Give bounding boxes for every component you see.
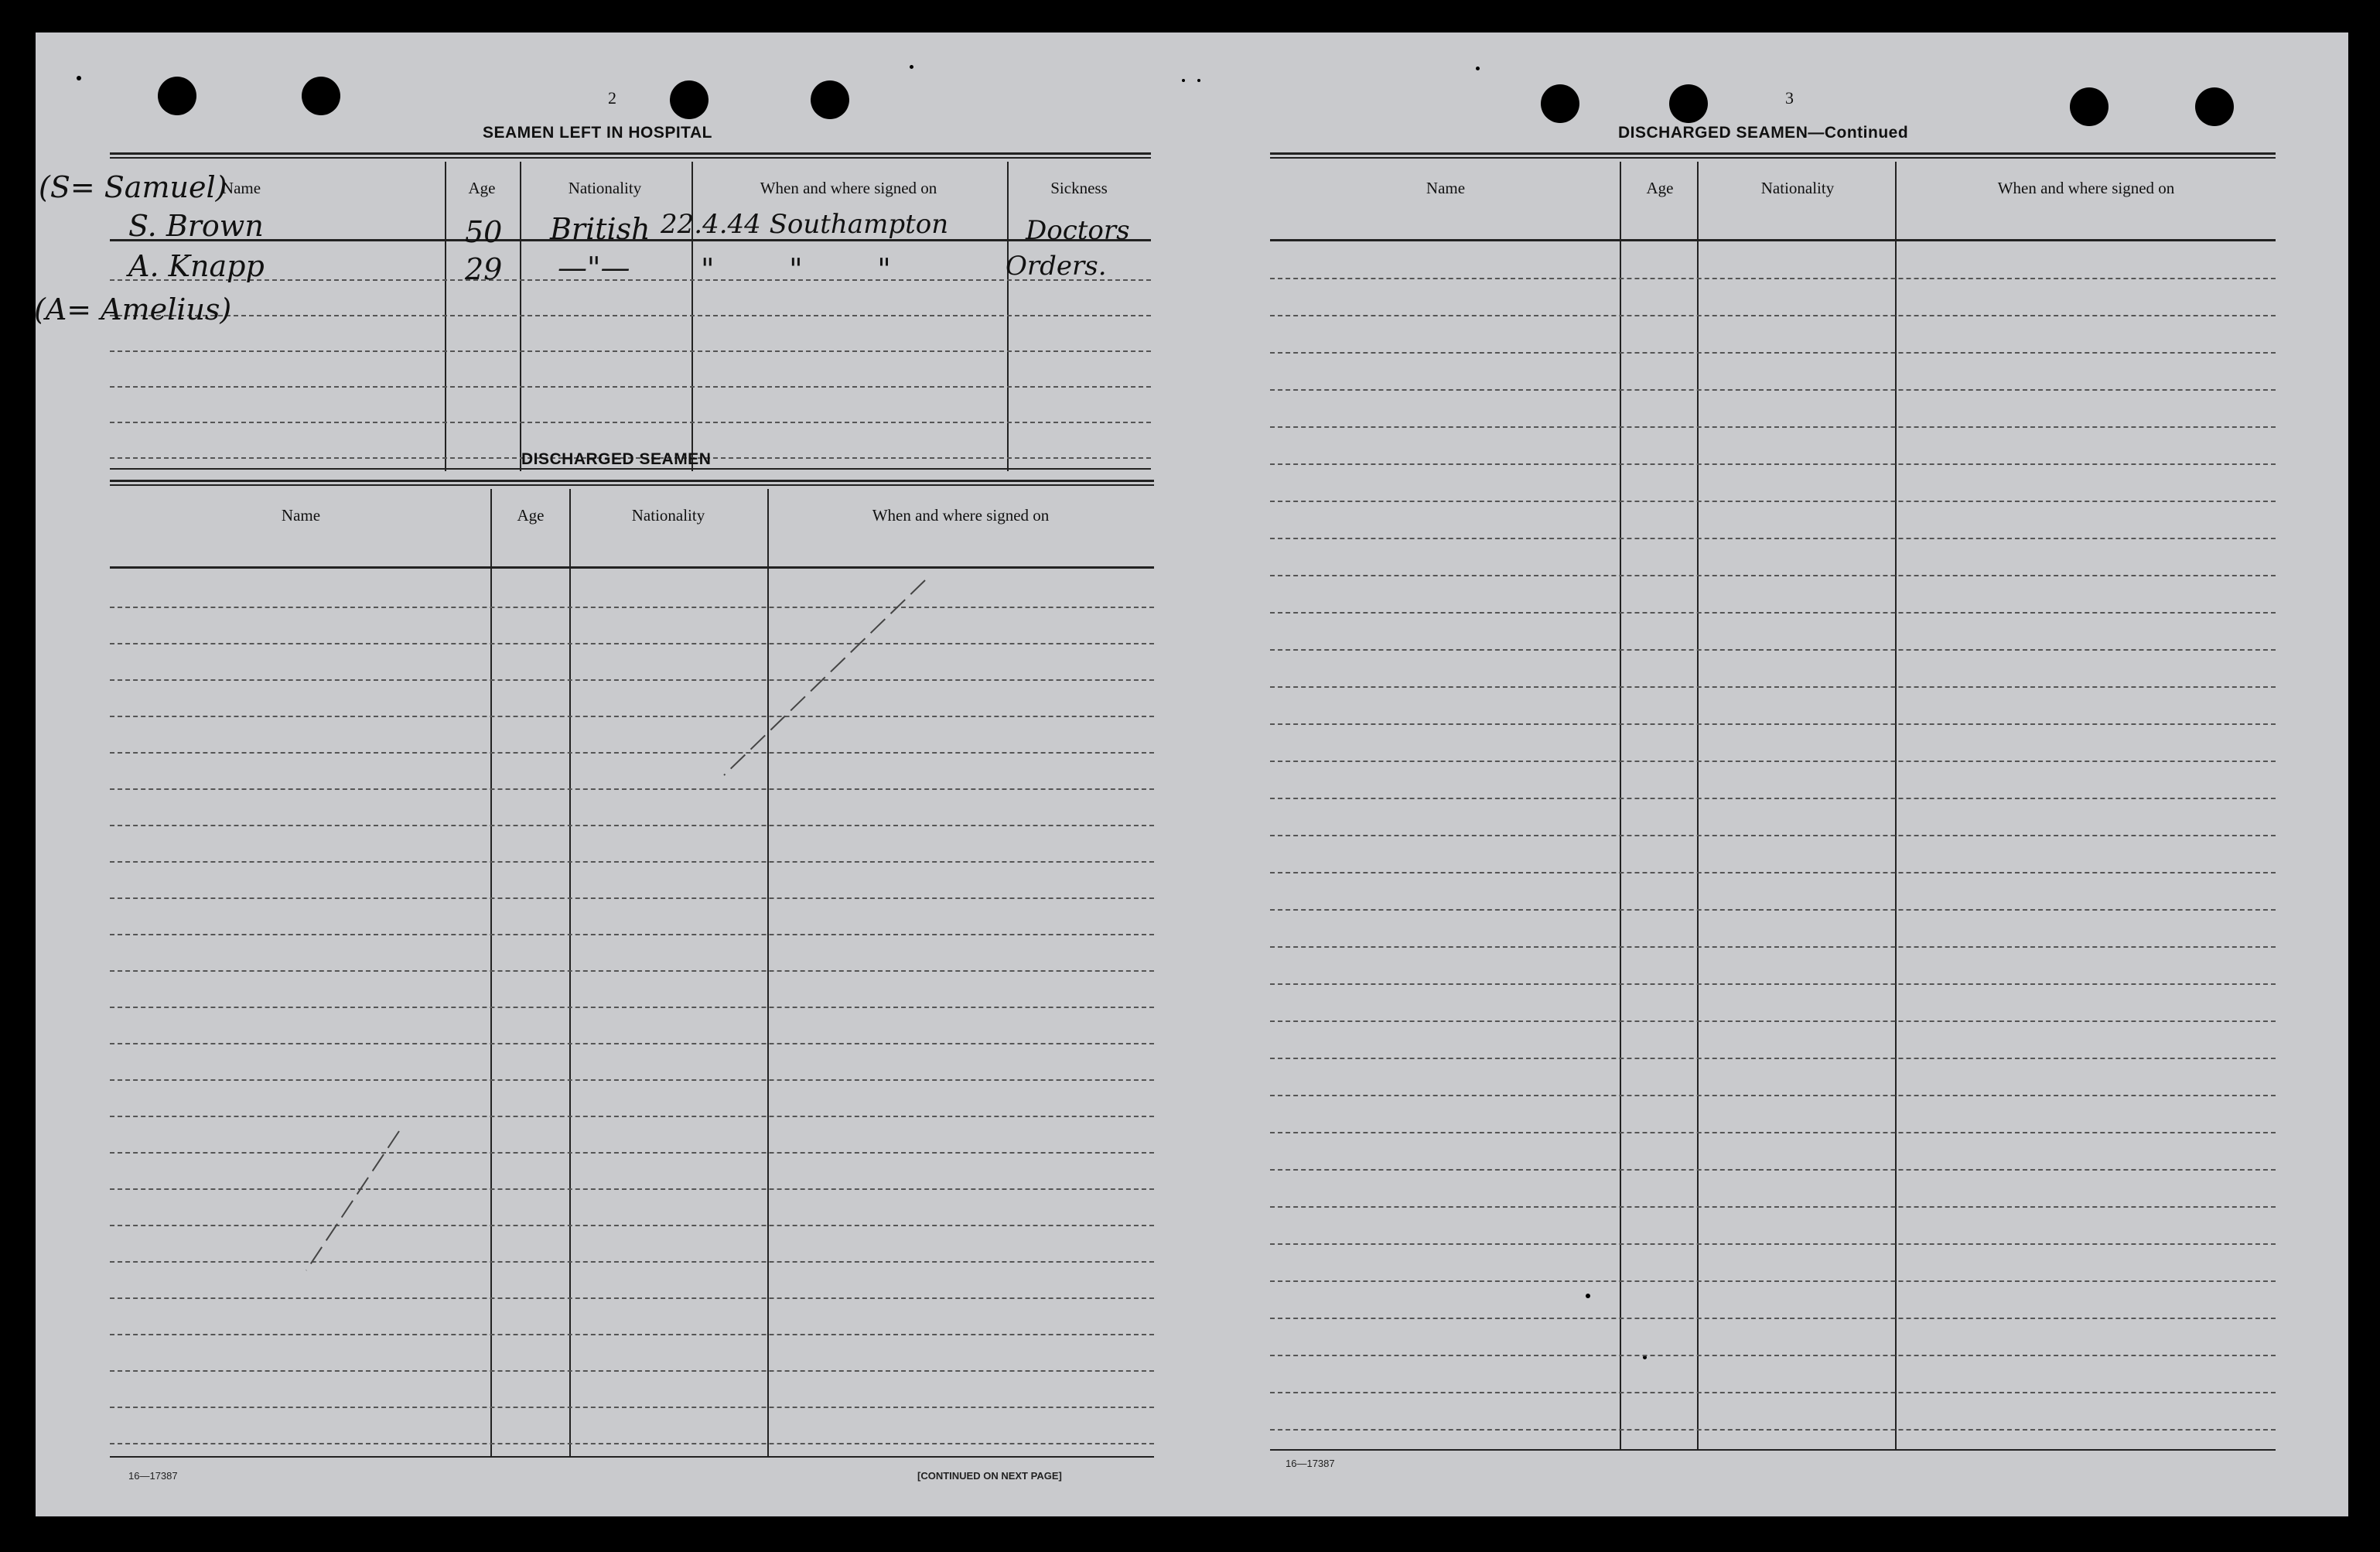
punch-hole	[1541, 84, 1579, 123]
hospital-section-title: SEAMEN LEFT IN HOSPITAL	[483, 124, 712, 142]
ruled-row	[1270, 761, 2276, 762]
entry-sickness-1: Doctors	[1026, 215, 1130, 246]
entry-name-1: S. Brown	[128, 209, 264, 243]
form-number-right: 16—17387	[1286, 1458, 1335, 1469]
ruled-row	[1270, 1206, 2276, 1208]
punch-hole	[2195, 87, 2234, 126]
page-number-right: 3	[1785, 88, 1794, 108]
ruled-row	[1270, 538, 2276, 539]
ruled-row	[1270, 1020, 2276, 1022]
punch-hole	[1669, 84, 1708, 123]
ruled-row	[1270, 1429, 2276, 1431]
ruled-row	[1270, 798, 2276, 799]
punch-hole	[2070, 87, 2109, 126]
ruled-row	[1270, 1243, 2276, 1245]
ruled-row	[1270, 1392, 2276, 1393]
col-header-sickness: Sickness	[1050, 179, 1108, 197]
ruled-row	[1270, 1355, 2276, 1356]
speck	[1197, 79, 1200, 82]
ruled-row	[1270, 1318, 2276, 1319]
margin-note-samuel: (S= Samuel)	[39, 170, 227, 204]
ruled-row	[1270, 723, 2276, 725]
ruled-row	[1270, 983, 2276, 985]
col-header-nationality: Nationality	[631, 506, 705, 525]
entry-name-2: A. Knapp	[128, 249, 265, 283]
stray-mark	[36, 32, 1196, 1502]
entry-sickness-2: Orders.	[1006, 251, 1107, 282]
col-header-signed-on: When and where signed on	[1997, 179, 2175, 197]
ruled-row	[1270, 501, 2276, 502]
ruled-row	[1270, 575, 2276, 576]
ruled-row	[1270, 463, 2276, 465]
ruled-row	[1270, 909, 2276, 911]
col-header-name: Name	[1426, 179, 1466, 197]
ruled-row	[1270, 612, 2276, 614]
entry-age-1: 50	[465, 215, 503, 249]
ruled-row	[1270, 278, 2276, 279]
col-header-name: Name	[281, 506, 321, 525]
entry-age-2: 29	[465, 252, 503, 286]
document-page	[36, 32, 2348, 1516]
speck	[1476, 67, 1480, 70]
ruled-row	[1270, 835, 2276, 836]
ruled-row	[1270, 1095, 2276, 1096]
margin-note-amelius: (A= Amelius)	[34, 292, 232, 326]
ruled-row	[1270, 1132, 2276, 1133]
ruled-row	[1270, 872, 2276, 873]
col-header-signed-on: When and where signed on	[760, 179, 937, 197]
form-number-left: 16—17387	[128, 1470, 178, 1482]
col-header-name: Name	[221, 179, 261, 197]
ruled-row	[1270, 1280, 2276, 1282]
col-header-age: Age	[468, 179, 496, 197]
ruled-row	[1270, 426, 2276, 428]
ruled-row	[1270, 649, 2276, 651]
col-header-nationality: Nationality	[1760, 179, 1835, 197]
col-header-nationality: Nationality	[568, 179, 642, 197]
entry-signed-on-2: " " "	[701, 252, 891, 286]
ruled-row	[1270, 946, 2276, 948]
col-header-age: Age	[517, 506, 545, 525]
discharged-table-right	[1270, 152, 2276, 1460]
page-number-left: 2	[608, 88, 616, 108]
discharged-section-title: DISCHARGED SEAMEN	[521, 450, 712, 468]
entry-nationality-2: —"—	[558, 251, 630, 285]
ruled-row	[1270, 389, 2276, 391]
col-header-signed-on: When and where signed on	[872, 506, 1050, 525]
ruled-row	[1270, 686, 2276, 688]
entry-nationality-1: British	[550, 212, 650, 246]
entry-signed-on-1: 22.4.44 Southampton	[661, 209, 949, 240]
col-header-age: Age	[1646, 179, 1674, 197]
ruled-row	[1270, 1058, 2276, 1059]
discharged-continued-title: DISCHARGED SEAMEN—Continued	[1618, 124, 1909, 142]
ruled-row	[1270, 1169, 2276, 1171]
ruled-row	[1270, 315, 2276, 316]
continued-note: [CONTINUED ON NEXT PAGE]	[917, 1470, 1062, 1482]
ruled-row	[1270, 352, 2276, 354]
